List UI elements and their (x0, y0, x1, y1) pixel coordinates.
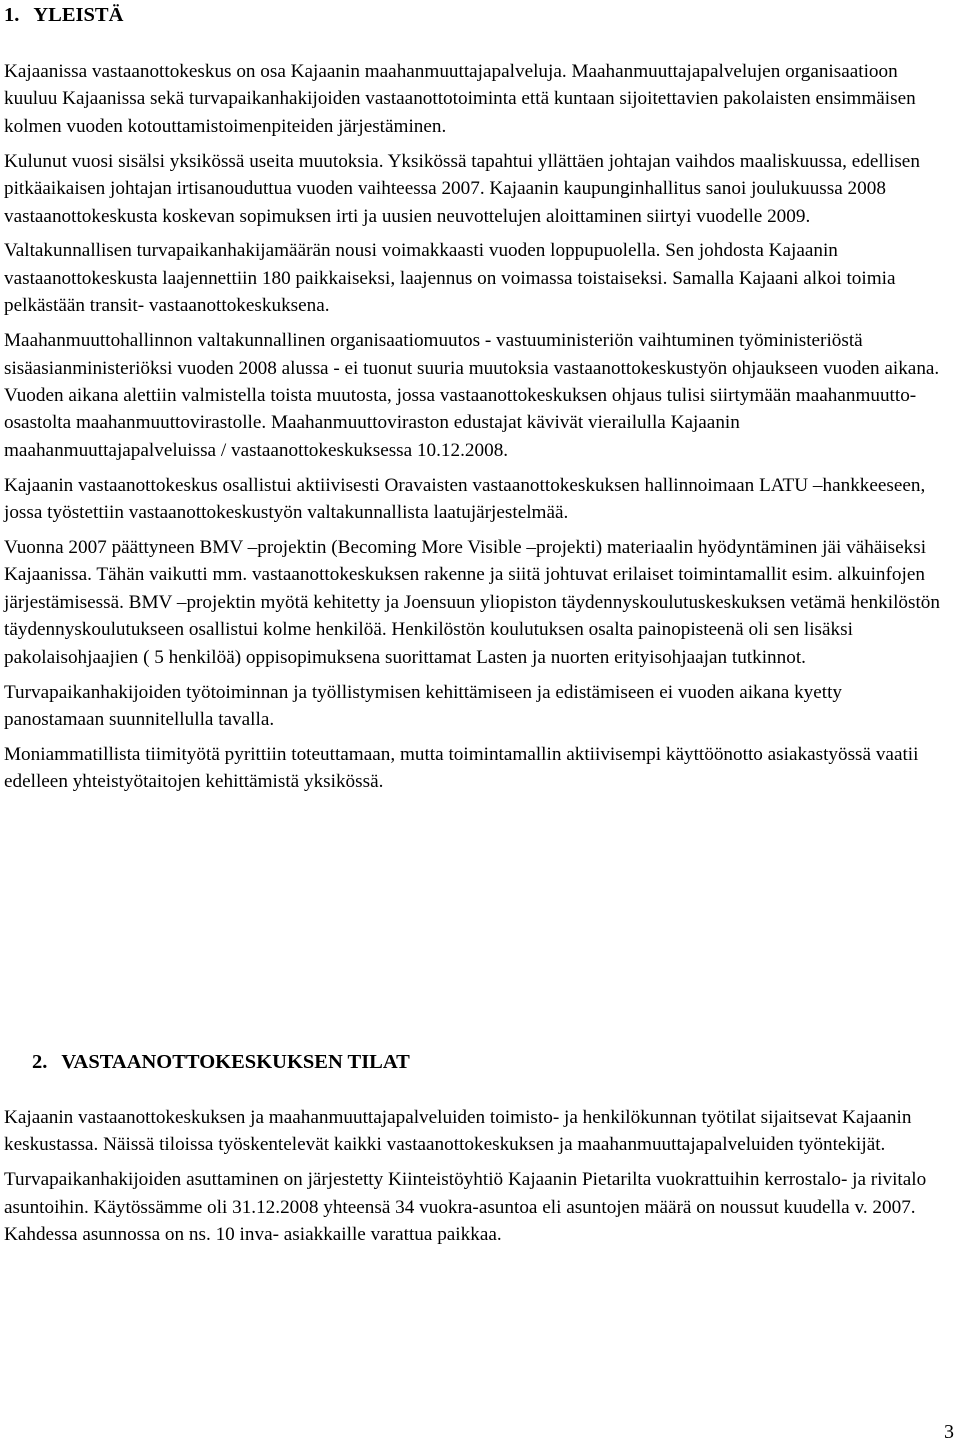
section-2-number: 2. (32, 1051, 48, 1073)
paragraph: Vuonna 2007 päättyneen BMV –projektin (Becoming More Visible –projekti) materiaalin hyödyntäminen jäi vähäiseksi Kajaanissa. Tähän vaikutti mm. vastaanottokeskuksen rakenne ja siitä johtuvat erilaiset toimintamallit esim. alkuinfojen järjestämisessä. BMV –projektin myötä kehitetty ja Joensuun yliopiston täydennyskoulutuskeskuksen vetämä henkilöstön täydennyskoulutukseen osallistui kolme henkilöä. Henkilöstön koulutuksen osalta painopisteenä oli sen lisäksi pakolaisohjaajien ( 5 henkilöä) oppisopimuksena suorittamat Lasten ja nuorten erityisohjaajan tutkinnot. (4, 537, 940, 668)
section-1-heading (4, 1, 123, 29)
paragraph: Valtakunnallisen turvapaikanhakijamäärän nousi voimakkaasti vuoden loppupuolella. Sen johdosta Kajaanin vastaanottokeskusta laajennettiin 180 paikkaiseksi, laajennus on voimassa toistaiseksi. Samalla Kajaani alkoi toimia pelkästään transit- vastaanottokeskuksena. (4, 240, 896, 317)
paragraph: Turvapaikanhakijoiden asuttaminen on järjestetty Kiinteistöyhtiö Kajaanin Pietarilta vuokrattuihin kerrostalo- ja rivitalo asuntoihin. Käytössämme oli 31.12.2008 yhteensä 34 vuokra-asuntoa eli asuntojen määrä on noussut kuudella v. 2007. Kahdessa asunnossa on ns. 10 inva- asiakkaille varattua paikkaa. (4, 1169, 927, 1246)
paragraph: Maahanmuuttohallinnon valtakunnallinen organisaatiomuutos - vastuuministeriön vaihtuminen työministeriöstä sisäasianministeriöksi vuoden 2008 alussa - ei tuonut suuria muutoksia vastaanottokeskustyön ohjaukseen vuoden aikana. Vuoden aikana alettiin valmistella toista muutosta, jossa vastaanottokeskuksen ohjaus tulisi siirtymään maahanmuutto-osastolta maahanmuuttovirastolle. Maahanmuuttoviraston edustajat kävivät vierailulla Kajaanin maahanmuuttajapalveluissa / vastaanottokeskuksessa 10.12.2008. (4, 330, 940, 461)
paragraph: Kajaanin vastaanottokeskus osallistui aktiivisesti Oravaisten vastaanottokeskuksen hallinnoimaan LATU –hankkeeseen, jossa työstettiin vastaanottokeskustyön valtakunnallista laatujärjestelmää. (4, 474, 926, 524)
paragraph: Kajaanin vastaanottokeskuksen ja maahanmuuttajapalveluiden toimisto- ja henkilökunnan työtilat sijaitsevat Kajaanin keskustassa. Näissä tiloissa työskentelevät kaikki vastaanottokeskuksen ja maahanmuuttajapalveluiden työntekijät. (4, 1107, 912, 1156)
paragraph: Turvapaikanhakijoiden työtoiminnan ja työllistymisen kehittämiseen ja edistämiseen ei vuoden aikana kyetty panostamaan suunnitellulla tavalla. (4, 681, 843, 730)
paragraph: Kulunut vuosi sisälsi yksikössä useita muutoksia. Yksikössä tapahtui yllättäen johtajan vaihdos maaliskuussa, edellisen pitkäaikaisen johtajan irtisanouduttua vuoden vaihteessa 2007. Kajaanin kaupunginhallitus sanoi joulukuussa 2008 vastaanottokeskusta koskevan sopimuksen irti ja uusien neuvottelujen aloittaminen siirtyi vuodelle 2009. (4, 150, 920, 227)
section-2-title: VASTAANOTTOKESKUKSEN TILAT (61, 1051, 410, 1073)
section-2-heading (32, 1048, 410, 1076)
section-1-title: YLEISTÄ (33, 4, 124, 26)
section-1-body (4, 58, 944, 803)
section-1-number: 1. (4, 4, 20, 26)
page-number: 3 (944, 1421, 954, 1443)
paragraph: Kajaanissa vastaanottokeskus on osa Kajaanin maahanmuuttajapalveluja. Maahanmuuttajapalvelujen organisaatioon kuuluu Kajaanissa sekä turvapaikanhakijoiden vastaanottotoiminta että kuntaan sijoitettavien pakolaisten ensimmäisen kolmen vuoden kotouttamistoimenpiteiden järjestäminen. (4, 61, 916, 137)
section-2-body (4, 1104, 944, 1256)
paragraph: Moniammatillista tiimityötä pyrittiin toteuttamaan, mutta toimintamallin aktiivisempi käyttöönotto asiakastyössä vaatii edelleen yhteistyötaitojen kehittämistä yksikössä. (4, 743, 919, 793)
